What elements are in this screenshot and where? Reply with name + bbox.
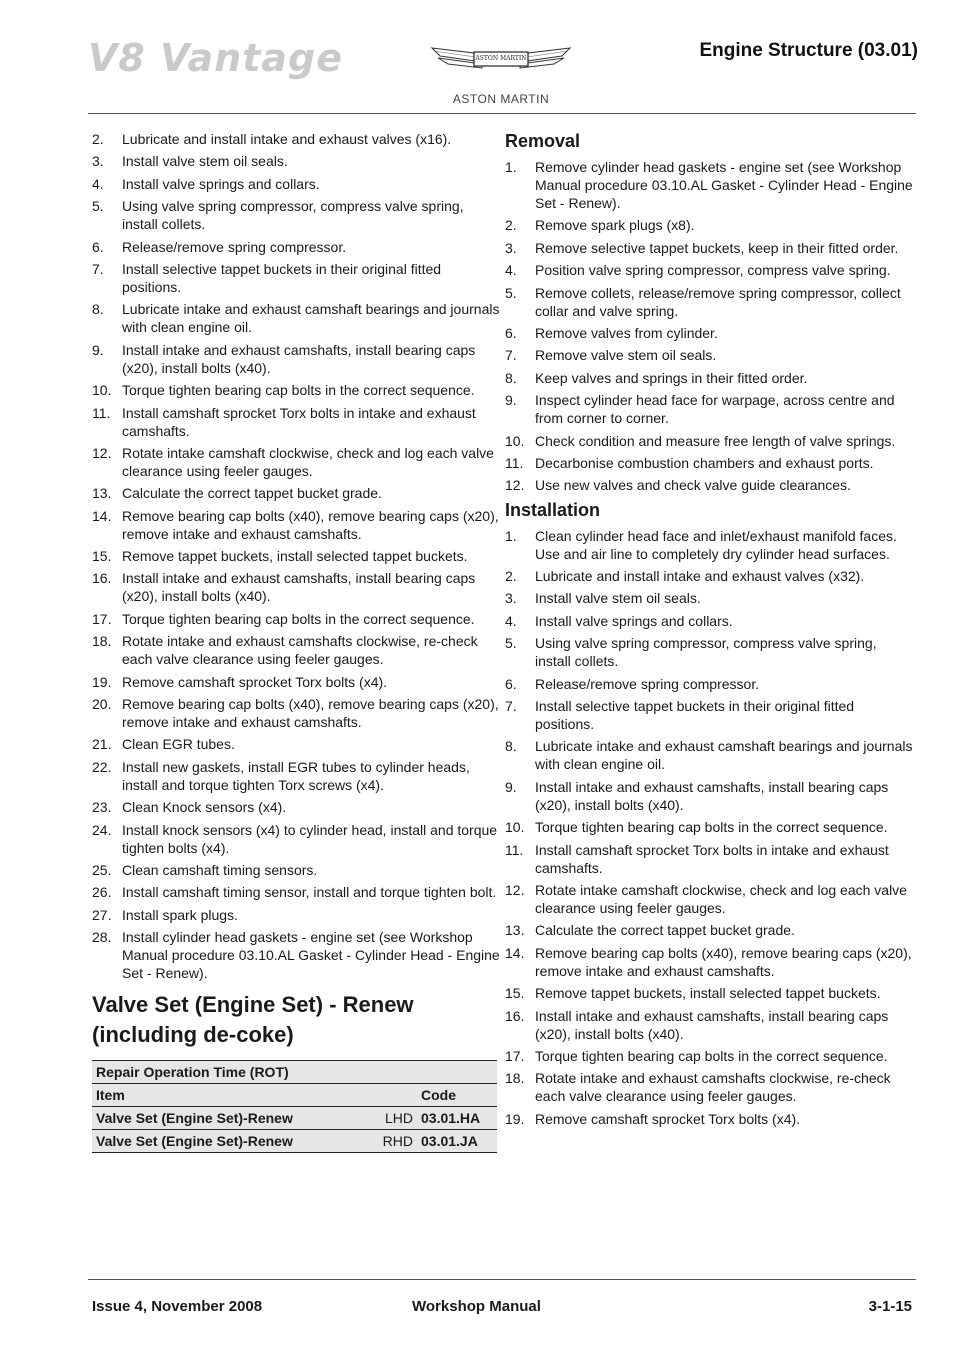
step-text: Remove collets, release/remove spring compressor, collect collar and valve spring.	[535, 284, 901, 319]
step-number: 6.	[92, 238, 104, 255]
step-text: Install camshaft sprocket Torx bolts in intake and exhaust camshafts.	[122, 404, 476, 439]
step-number: 2.	[505, 568, 517, 585]
step-text: Install intake and exhaust camshafts, install bearing caps (x20), install bolts (x40).	[122, 341, 476, 376]
step-number: 19.	[505, 1110, 525, 1127]
step-text: Lubricate intake and exhaust camshaft bearings and journals with clean engine oil.	[122, 301, 500, 336]
header-rule	[88, 113, 916, 114]
step-number: 16.	[505, 1007, 525, 1024]
step-text: Using valve spring compressor, compress valve spring, install collets.	[535, 635, 877, 670]
step-text: Calculate the correct tappet bucket grade.	[535, 922, 795, 939]
step-text: Install cylinder head gaskets - engine set (see Workshop Manual procedure 03.10.AL Gasket - Cylinder Head - Engine Set - Renew).	[122, 929, 500, 982]
step-number: 2.	[92, 131, 104, 147]
step-text: Install intake and exhaust camshafts, install bearing caps (x20), install bolts (x40).	[122, 570, 476, 605]
step-text: Clean Knock sensors (x4).	[122, 799, 287, 816]
list-item	[505, 634, 915, 670]
list-item	[92, 152, 502, 170]
list-item	[505, 778, 915, 814]
step-text: Clean cylinder head face and inlet/exhaust manifold faces. Use and air line to completely dry cylinder head surfaces.	[535, 527, 897, 562]
list-item	[505, 1007, 915, 1043]
step-number: 4.	[505, 262, 517, 279]
step-text: Lubricate intake and exhaust camshaft bearings and journals with clean engine oil.	[535, 738, 913, 773]
step-text: Install spark plugs.	[122, 906, 238, 923]
step-text: Remove spark plugs (x8).	[535, 217, 695, 234]
step-text: Remove valves from cylinder.	[535, 324, 718, 341]
list-item	[505, 589, 915, 607]
step-number: 11.	[505, 841, 524, 858]
rot-col-code: Code	[417, 1084, 497, 1107]
step-number: 10.	[505, 432, 525, 449]
step-text: Keep valves and springs in their fitted order.	[535, 369, 808, 386]
step-number: 1.	[505, 159, 517, 175]
removal-heading: Removal	[505, 131, 581, 151]
step-text: Remove tappet buckets, install selected tappet buckets.	[122, 548, 468, 565]
step-number: 13.	[92, 485, 112, 502]
list-item	[505, 476, 915, 494]
step-text: Check condition and measure free length of valve springs.	[535, 432, 896, 449]
step-number: 3.	[92, 153, 104, 170]
step-text: Rotate intake and exhaust camshafts clockwise, re-check each valve clearance using feeler gauges.	[535, 1070, 891, 1105]
step-number: 12.	[92, 444, 112, 461]
installation-steps-list	[505, 527, 915, 1128]
step-number: 1.	[505, 527, 517, 544]
step-number: 9.	[505, 392, 517, 409]
list-item	[92, 861, 502, 879]
list-item	[505, 567, 915, 585]
step-text: Remove tappet buckets, install selected tappet buckets.	[535, 985, 881, 1002]
step-number: 3.	[505, 239, 517, 256]
step-number: 9.	[505, 778, 517, 795]
list-item	[92, 300, 502, 336]
list-item	[505, 216, 915, 234]
step-text: Install knock sensors (x4) to cylinder head, install and torque tighten bolts (x4).	[122, 821, 498, 856]
step-text: Install camshaft sprocket Torx bolts in intake and exhaust camshafts.	[535, 841, 889, 876]
list-item	[92, 444, 502, 480]
list-item	[92, 381, 502, 399]
step-number: 18.	[92, 633, 112, 650]
section-title: Engine Structure (03.01)	[699, 40, 918, 61]
step-number: 18.	[505, 1070, 525, 1087]
step-text: Position valve spring compressor, compress valve spring.	[535, 262, 891, 279]
step-number: 6.	[505, 324, 517, 341]
installation-heading: Installation	[505, 499, 601, 520]
step-number: 6.	[505, 675, 517, 692]
step-text: Remove camshaft sprocket Torx bolts (x4).	[122, 673, 388, 690]
list-item	[505, 881, 915, 917]
footer-rule	[88, 1279, 916, 1280]
step-number: 19.	[92, 673, 112, 690]
step-number: 4.	[505, 612, 517, 629]
right-column	[505, 130, 915, 1132]
step-text: Install new gaskets, install EGR tubes to cylinder heads, install and torque tighten Torx screws (x4).	[122, 758, 470, 793]
list-item	[92, 821, 502, 857]
list-item	[505, 984, 915, 1002]
list-item	[92, 404, 502, 440]
step-text: Rotate intake camshaft clockwise, check and log each valve clearance using feeler gauges.	[535, 881, 907, 916]
list-item	[505, 454, 915, 472]
step-text: Inspect cylinder head face for warpage, across centre and from corner to corner.	[535, 392, 895, 427]
list-item	[92, 610, 502, 628]
step-text: Install intake and exhaust camshafts, install bearing caps (x20), install bolts (x40).	[535, 778, 889, 813]
list-item	[92, 238, 502, 256]
list-item	[505, 324, 915, 342]
list-item	[92, 569, 502, 605]
step-number: 27.	[92, 906, 112, 923]
step-number: 25.	[92, 861, 112, 878]
step-text: Install selective tappet buckets in their original fitted positions.	[535, 698, 855, 733]
list-item	[92, 197, 502, 233]
list-item	[505, 675, 915, 693]
v8-vantage-logo: V8 Vantage	[88, 36, 344, 80]
list-item	[505, 1047, 915, 1065]
issue-date: Issue 4, November 2008	[92, 1298, 263, 1315]
step-number: 7.	[505, 347, 517, 364]
list-item	[505, 737, 915, 773]
left-column	[92, 130, 502, 1153]
rot-side: RHD	[369, 1130, 417, 1153]
step-number: 8.	[92, 301, 104, 318]
step-text: Lubricate and install intake and exhaust valves (x32).	[535, 568, 865, 585]
list-item	[505, 1069, 915, 1105]
list-item	[92, 507, 502, 543]
list-item	[505, 239, 915, 257]
list-item	[92, 906, 502, 924]
step-number: 12.	[505, 477, 525, 494]
page-number: 3-1-15	[868, 1298, 912, 1315]
step-text: Use new valves and check valve guide clearances.	[535, 477, 851, 494]
list-item	[92, 130, 502, 148]
list-item	[92, 484, 502, 502]
step-number: 3.	[505, 590, 517, 607]
step-number: 15.	[505, 985, 525, 1002]
list-item	[505, 1110, 915, 1128]
step-text: Decarbonise combustion chambers and exhaust ports.	[535, 454, 874, 471]
step-text: Remove valve stem oil seals.	[535, 347, 717, 364]
table-row	[92, 1107, 497, 1130]
list-item	[505, 432, 915, 450]
rot-col-item: Item	[92, 1084, 417, 1107]
step-text: Install valve springs and collars.	[122, 175, 320, 192]
step-text: Remove bearing cap bolts (x40), remove bearing caps (x20), remove intake and exhaust camshafts.	[122, 696, 499, 731]
list-item	[92, 735, 502, 753]
step-number: 24.	[92, 821, 112, 838]
step-number: 15.	[92, 548, 112, 565]
step-number: 9.	[92, 341, 104, 358]
left-steps-list	[92, 130, 502, 982]
removal-steps-list	[505, 158, 915, 494]
list-item	[92, 928, 502, 982]
step-number: 4.	[92, 175, 104, 192]
step-text: Clean EGR tubes.	[122, 736, 235, 753]
step-number: 11.	[92, 404, 111, 421]
step-number: 5.	[92, 198, 104, 215]
rot-side: LHD	[369, 1107, 417, 1130]
brand-name: ASTON MARTIN	[452, 92, 550, 106]
list-item	[505, 921, 915, 939]
step-number: 10.	[92, 382, 112, 399]
list-item	[505, 391, 915, 427]
rot-table-title: Repair Operation Time (ROT)	[92, 1061, 497, 1084]
step-text: Install camshaft timing sensor, install and torque tighten bolt.	[122, 884, 497, 901]
step-number: 22.	[92, 758, 112, 775]
table-row	[92, 1130, 497, 1153]
list-item	[505, 612, 915, 630]
step-text: Using valve spring compressor, compress valve spring, install collets.	[122, 198, 464, 233]
wings-badge-text: ASTON MARTIN	[475, 55, 527, 62]
list-item	[92, 632, 502, 668]
step-number: 10.	[505, 819, 525, 836]
step-text: Release/remove spring compressor.	[122, 238, 347, 255]
step-text: Remove selective tappet buckets, keep in their fitted order.	[535, 239, 899, 256]
step-number: 12.	[505, 881, 525, 898]
step-text: Install selective tappet buckets in their original fitted positions.	[122, 260, 442, 295]
step-number: 8.	[505, 738, 517, 755]
step-number: 8.	[505, 369, 517, 386]
step-text: Release/remove spring compressor.	[535, 675, 760, 692]
list-item	[505, 284, 915, 320]
step-text: Torque tighten bearing cap bolts in the correct sequence.	[535, 819, 888, 836]
list-item	[505, 944, 915, 980]
list-item	[505, 369, 915, 387]
manual-title: Workshop Manual	[412, 1298, 541, 1315]
list-item	[505, 841, 915, 877]
step-text: Install valve springs and collars.	[535, 612, 733, 629]
list-item	[92, 798, 502, 816]
step-number: 7.	[505, 698, 517, 715]
list-item	[92, 547, 502, 565]
list-item	[92, 260, 502, 296]
rot-table	[92, 1060, 497, 1153]
step-number: 26.	[92, 884, 112, 901]
list-item	[505, 261, 915, 279]
list-item	[505, 818, 915, 836]
step-number: 20.	[92, 696, 112, 713]
step-number: 16.	[92, 570, 112, 587]
step-number: 17.	[505, 1047, 525, 1064]
list-item	[92, 695, 502, 731]
rot-code: 03.01.HA	[417, 1107, 497, 1130]
list-item	[505, 697, 915, 733]
page-header	[0, 0, 960, 118]
step-text: Torque tighten bearing cap bolts in the correct sequence.	[535, 1047, 888, 1064]
rot-item: Valve Set (Engine Set)-Renew	[92, 1107, 369, 1130]
step-text: Remove bearing cap bolts (x40), remove bearing caps (x20), remove intake and exhaust camshafts.	[122, 507, 499, 542]
list-item	[505, 346, 915, 364]
step-text: Remove cylinder head gaskets - engine set (see Workshop Manual procedure 03.10.AL Gasket - Cylinder Head - Engine Set - Renew).	[535, 159, 913, 211]
list-item	[92, 758, 502, 794]
step-number: 14.	[92, 507, 112, 524]
step-number: 2.	[505, 217, 517, 234]
step-text: Install intake and exhaust camshafts, install bearing caps (x20), install bolts (x40).	[535, 1007, 889, 1042]
step-text: Install valve stem oil seals.	[535, 590, 701, 607]
step-text: Lubricate and install intake and exhaust valves (x16).	[122, 131, 452, 147]
step-text: Remove bearing cap bolts (x40), remove bearing caps (x20), remove intake and exhaust camshafts.	[535, 944, 912, 979]
step-text: Rotate intake camshaft clockwise, check and log each valve clearance using feeler gauges.	[122, 444, 494, 479]
step-text: Torque tighten bearing cap bolts in the correct sequence.	[122, 382, 475, 399]
list-item	[505, 527, 915, 563]
list-item	[92, 673, 502, 691]
list-item	[92, 175, 502, 193]
step-number: 28.	[92, 929, 112, 946]
rot-item: Valve Set (Engine Set)-Renew	[92, 1130, 369, 1153]
step-number: 13.	[505, 922, 525, 939]
list-item	[92, 883, 502, 901]
step-number: 17.	[92, 610, 112, 627]
step-number: 11.	[505, 454, 524, 471]
step-number: 5.	[505, 284, 517, 301]
step-number: 21.	[92, 736, 112, 753]
step-text: Calculate the correct tappet bucket grade.	[122, 485, 382, 502]
step-number: 23.	[92, 799, 112, 816]
step-number: 7.	[92, 260, 104, 277]
step-text: Install valve stem oil seals.	[122, 153, 288, 170]
step-text: Torque tighten bearing cap bolts in the correct sequence.	[122, 610, 475, 627]
step-text: Clean camshaft timing sensors.	[122, 861, 318, 878]
list-item	[505, 158, 915, 212]
step-text: Rotate intake and exhaust camshafts clockwise, re-check each valve clearance using feeler gauges.	[122, 633, 478, 668]
valve-set-heading: Valve Set (Engine Set) - Renew (including de-coke)	[92, 992, 414, 1048]
rot-code: 03.01.JA	[417, 1130, 497, 1153]
step-number: 14.	[505, 944, 525, 961]
step-text: Remove camshaft sprocket Torx bolts (x4).	[535, 1110, 801, 1127]
list-item	[92, 341, 502, 377]
step-number: 5.	[505, 635, 517, 652]
